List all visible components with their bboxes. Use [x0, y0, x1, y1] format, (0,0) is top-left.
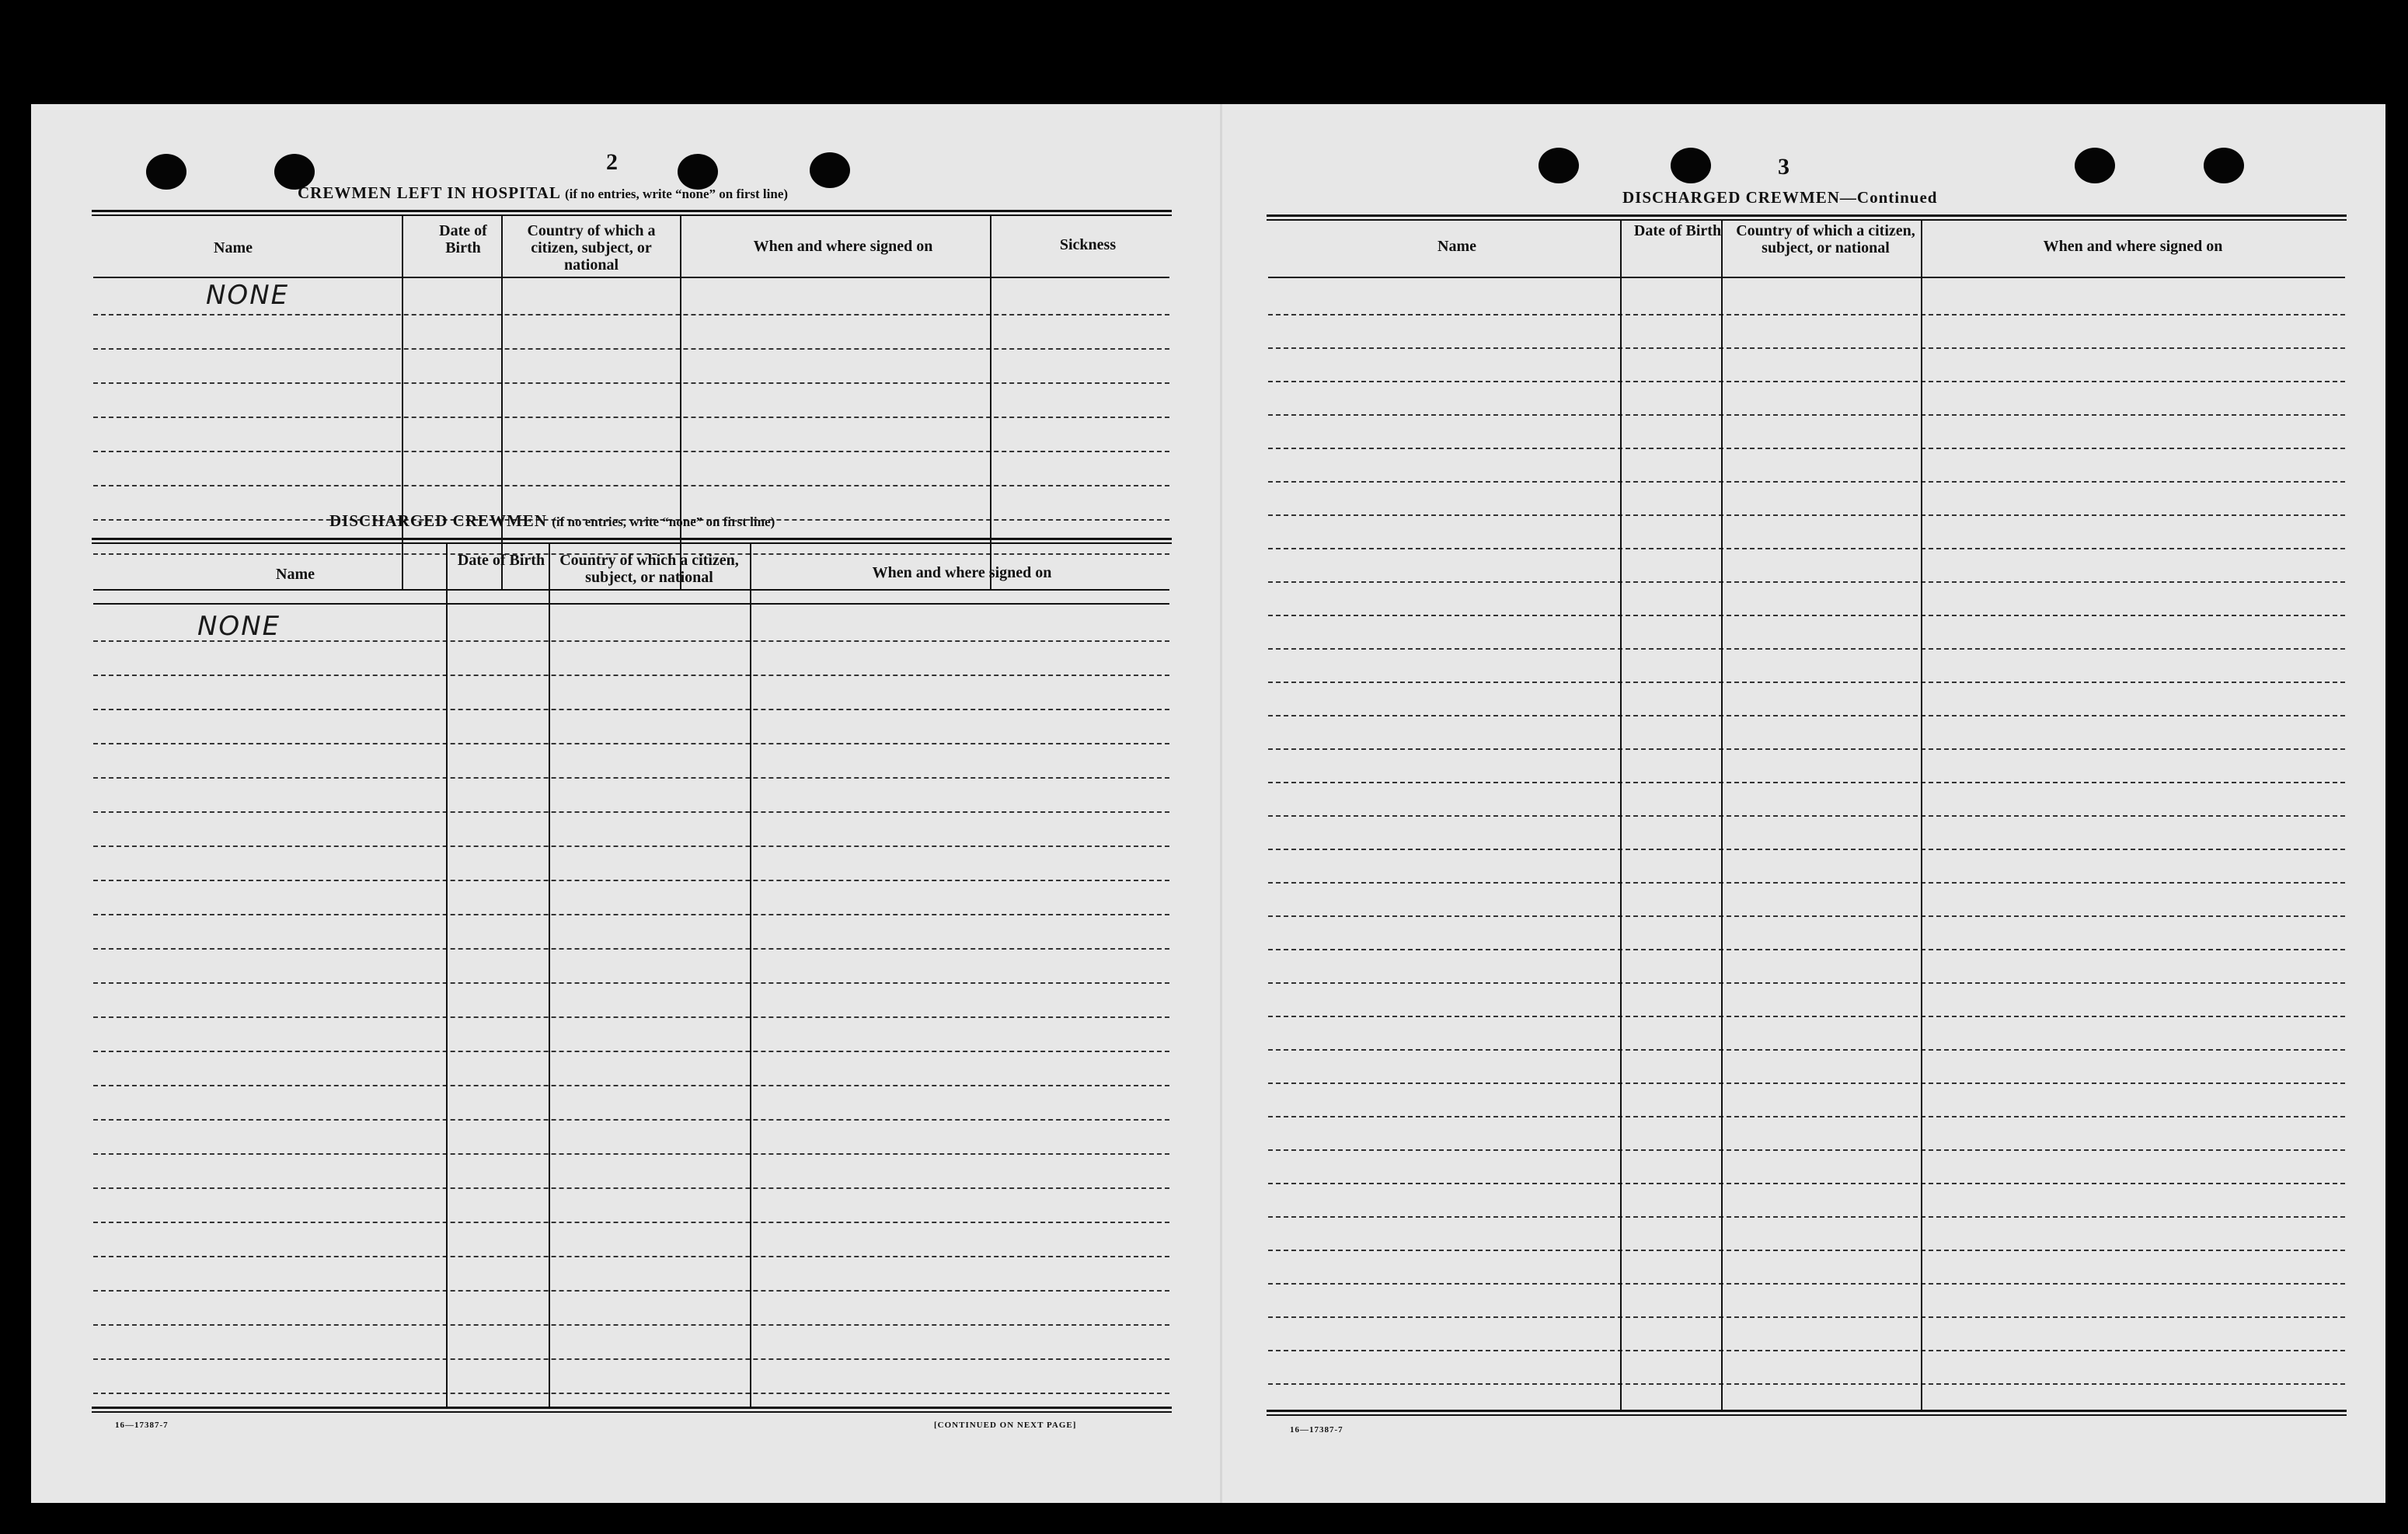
table-row-line [1268, 715, 2345, 716]
table-row-line [1268, 782, 2345, 783]
section-title-discharged-continued: DISCHARGED CREWMEN—Continued [1622, 188, 1938, 207]
punch-hole [1671, 148, 1711, 183]
table-row-line [1268, 314, 2345, 316]
col-header-dob: Date of Birth [457, 552, 545, 569]
column-divider [680, 216, 681, 589]
table-row-line [1268, 414, 2345, 416]
punch-hole [810, 152, 850, 188]
table-row-line [93, 948, 1169, 950]
column-divider [1721, 221, 1723, 1410]
col-header-name: Name [276, 566, 315, 583]
table-row-line [93, 451, 1169, 452]
table-row-line [1268, 1383, 2345, 1385]
table-row-line [1268, 1350, 2345, 1351]
continued-note: [CONTINUED ON NEXT PAGE] [934, 1421, 1077, 1430]
page-fold [1220, 104, 1222, 1503]
table-row-line [1268, 1116, 2345, 1117]
header-bottom-rule [93, 603, 1169, 605]
column-divider [1921, 221, 1922, 1410]
table-row-line [1268, 1216, 2345, 1218]
table-row-line [93, 348, 1169, 350]
table-row-line [93, 1153, 1169, 1155]
table-row-line [93, 417, 1169, 418]
column-divider [1620, 221, 1622, 1410]
table-row-line [93, 1187, 1169, 1189]
header-bottom-rule [93, 277, 1169, 278]
table-row-line [1268, 949, 2345, 950]
section-title-discharged [329, 511, 775, 531]
handwritten-entry: NONE [206, 280, 290, 311]
table-top-rule [1267, 214, 2347, 221]
col-header-country: Country of which a citizen, subject, or national [1736, 222, 1915, 256]
table-row-line [93, 1290, 1169, 1292]
table-row-line [1268, 915, 2345, 917]
table-bottom-rule [92, 1407, 1172, 1413]
table-row-line [93, 777, 1169, 779]
col-header-sickness: Sickness [1059, 236, 1117, 253]
punch-hole [1539, 148, 1579, 183]
table-row-line [93, 1016, 1169, 1018]
table-row-line [1268, 882, 2345, 884]
table-bottom-rule [1267, 1410, 2347, 1416]
col-header-dob: Date of Birth [1633, 222, 1722, 239]
table-row-line [93, 743, 1169, 744]
table-row-line [93, 1051, 1169, 1052]
table-row-line [1268, 347, 2345, 349]
table-row-line [93, 1222, 1169, 1223]
table-row-line [93, 640, 1169, 642]
handwritten-entry: NONE [197, 611, 281, 642]
table-row-line [1268, 748, 2345, 750]
table-row-line [1268, 1183, 2345, 1184]
table-row-line [93, 982, 1169, 984]
table-row-line [93, 382, 1169, 384]
table-row-line [93, 675, 1169, 676]
col-header-country: Country of which a citizen, subject, or national [527, 222, 656, 274]
section-title-text: CREWMEN LEFT IN HOSPITAL [298, 183, 560, 202]
table-row-line [1268, 648, 2345, 650]
table-row-line [1268, 849, 2345, 850]
punch-hole [2075, 148, 2115, 183]
table-row-line [93, 1358, 1169, 1360]
page-number: 2 [606, 149, 618, 175]
table-top-rule [92, 538, 1172, 544]
col-header-signed: When and where signed on [2043, 238, 2223, 255]
table-row-line [1268, 1083, 2345, 1084]
section-note: (if no entries, write “none” on first line) [564, 187, 789, 201]
column-divider [446, 544, 448, 1407]
table-row-line [1268, 815, 2345, 817]
table-bottom-rule [93, 589, 1169, 591]
page-number: 3 [1778, 154, 1789, 180]
column-divider [990, 216, 991, 589]
table-top-rule [92, 210, 1172, 216]
table-row-line [1268, 381, 2345, 382]
table-row-line [1268, 514, 2345, 516]
header-bottom-rule [1268, 277, 2345, 278]
punch-hole [2204, 148, 2244, 183]
table-row-line [1268, 1049, 2345, 1051]
table-row-line [1268, 1149, 2345, 1151]
col-header-signed: When and where signed on [753, 238, 933, 255]
form-number: 16—17387-7 [1290, 1425, 1343, 1435]
table-row-line [1268, 448, 2345, 449]
column-divider [549, 544, 550, 1407]
punch-hole [146, 154, 186, 190]
table-row-line [93, 1324, 1169, 1326]
table-row-line [1268, 682, 2345, 683]
table-row-line [93, 485, 1169, 486]
table-row-line [1268, 1016, 2345, 1017]
section-title-hospital [298, 183, 788, 203]
table-row-line [1268, 1250, 2345, 1251]
table-row-line [93, 845, 1169, 847]
table-row-line [93, 1393, 1169, 1394]
section-title-text: DISCHARGED CREWMEN [329, 511, 547, 530]
table-row-line [93, 811, 1169, 813]
table-row-line [93, 1085, 1169, 1086]
form-number: 16—17387-7 [115, 1421, 169, 1430]
table-row-line [1268, 1316, 2345, 1318]
col-header-country: Country of which a citizen, subject, or national [559, 552, 739, 586]
section-note: (if no entries, write “none” on first line) [552, 514, 775, 529]
table-row-line [93, 709, 1169, 710]
table-row-line [93, 880, 1169, 881]
table-row-line [1268, 581, 2345, 583]
table-row-line [1268, 982, 2345, 984]
col-header-name: Name [1437, 238, 1476, 255]
column-divider [402, 216, 403, 589]
col-header-dob: Date of Birth [439, 222, 487, 256]
table-row-line [93, 314, 1169, 316]
table-row-line [1268, 1283, 2345, 1285]
column-divider [750, 544, 751, 1407]
table-row-line [93, 914, 1169, 915]
col-header-signed: When and where signed on [872, 564, 1052, 581]
table-row-line [93, 1256, 1169, 1257]
col-header-name: Name [214, 239, 253, 256]
column-divider [501, 216, 503, 589]
table-row-line [93, 1119, 1169, 1121]
table-row-line [1268, 548, 2345, 549]
table-row-line [1268, 615, 2345, 616]
table-row-line [1268, 481, 2345, 483]
document-sheet [31, 104, 2385, 1503]
